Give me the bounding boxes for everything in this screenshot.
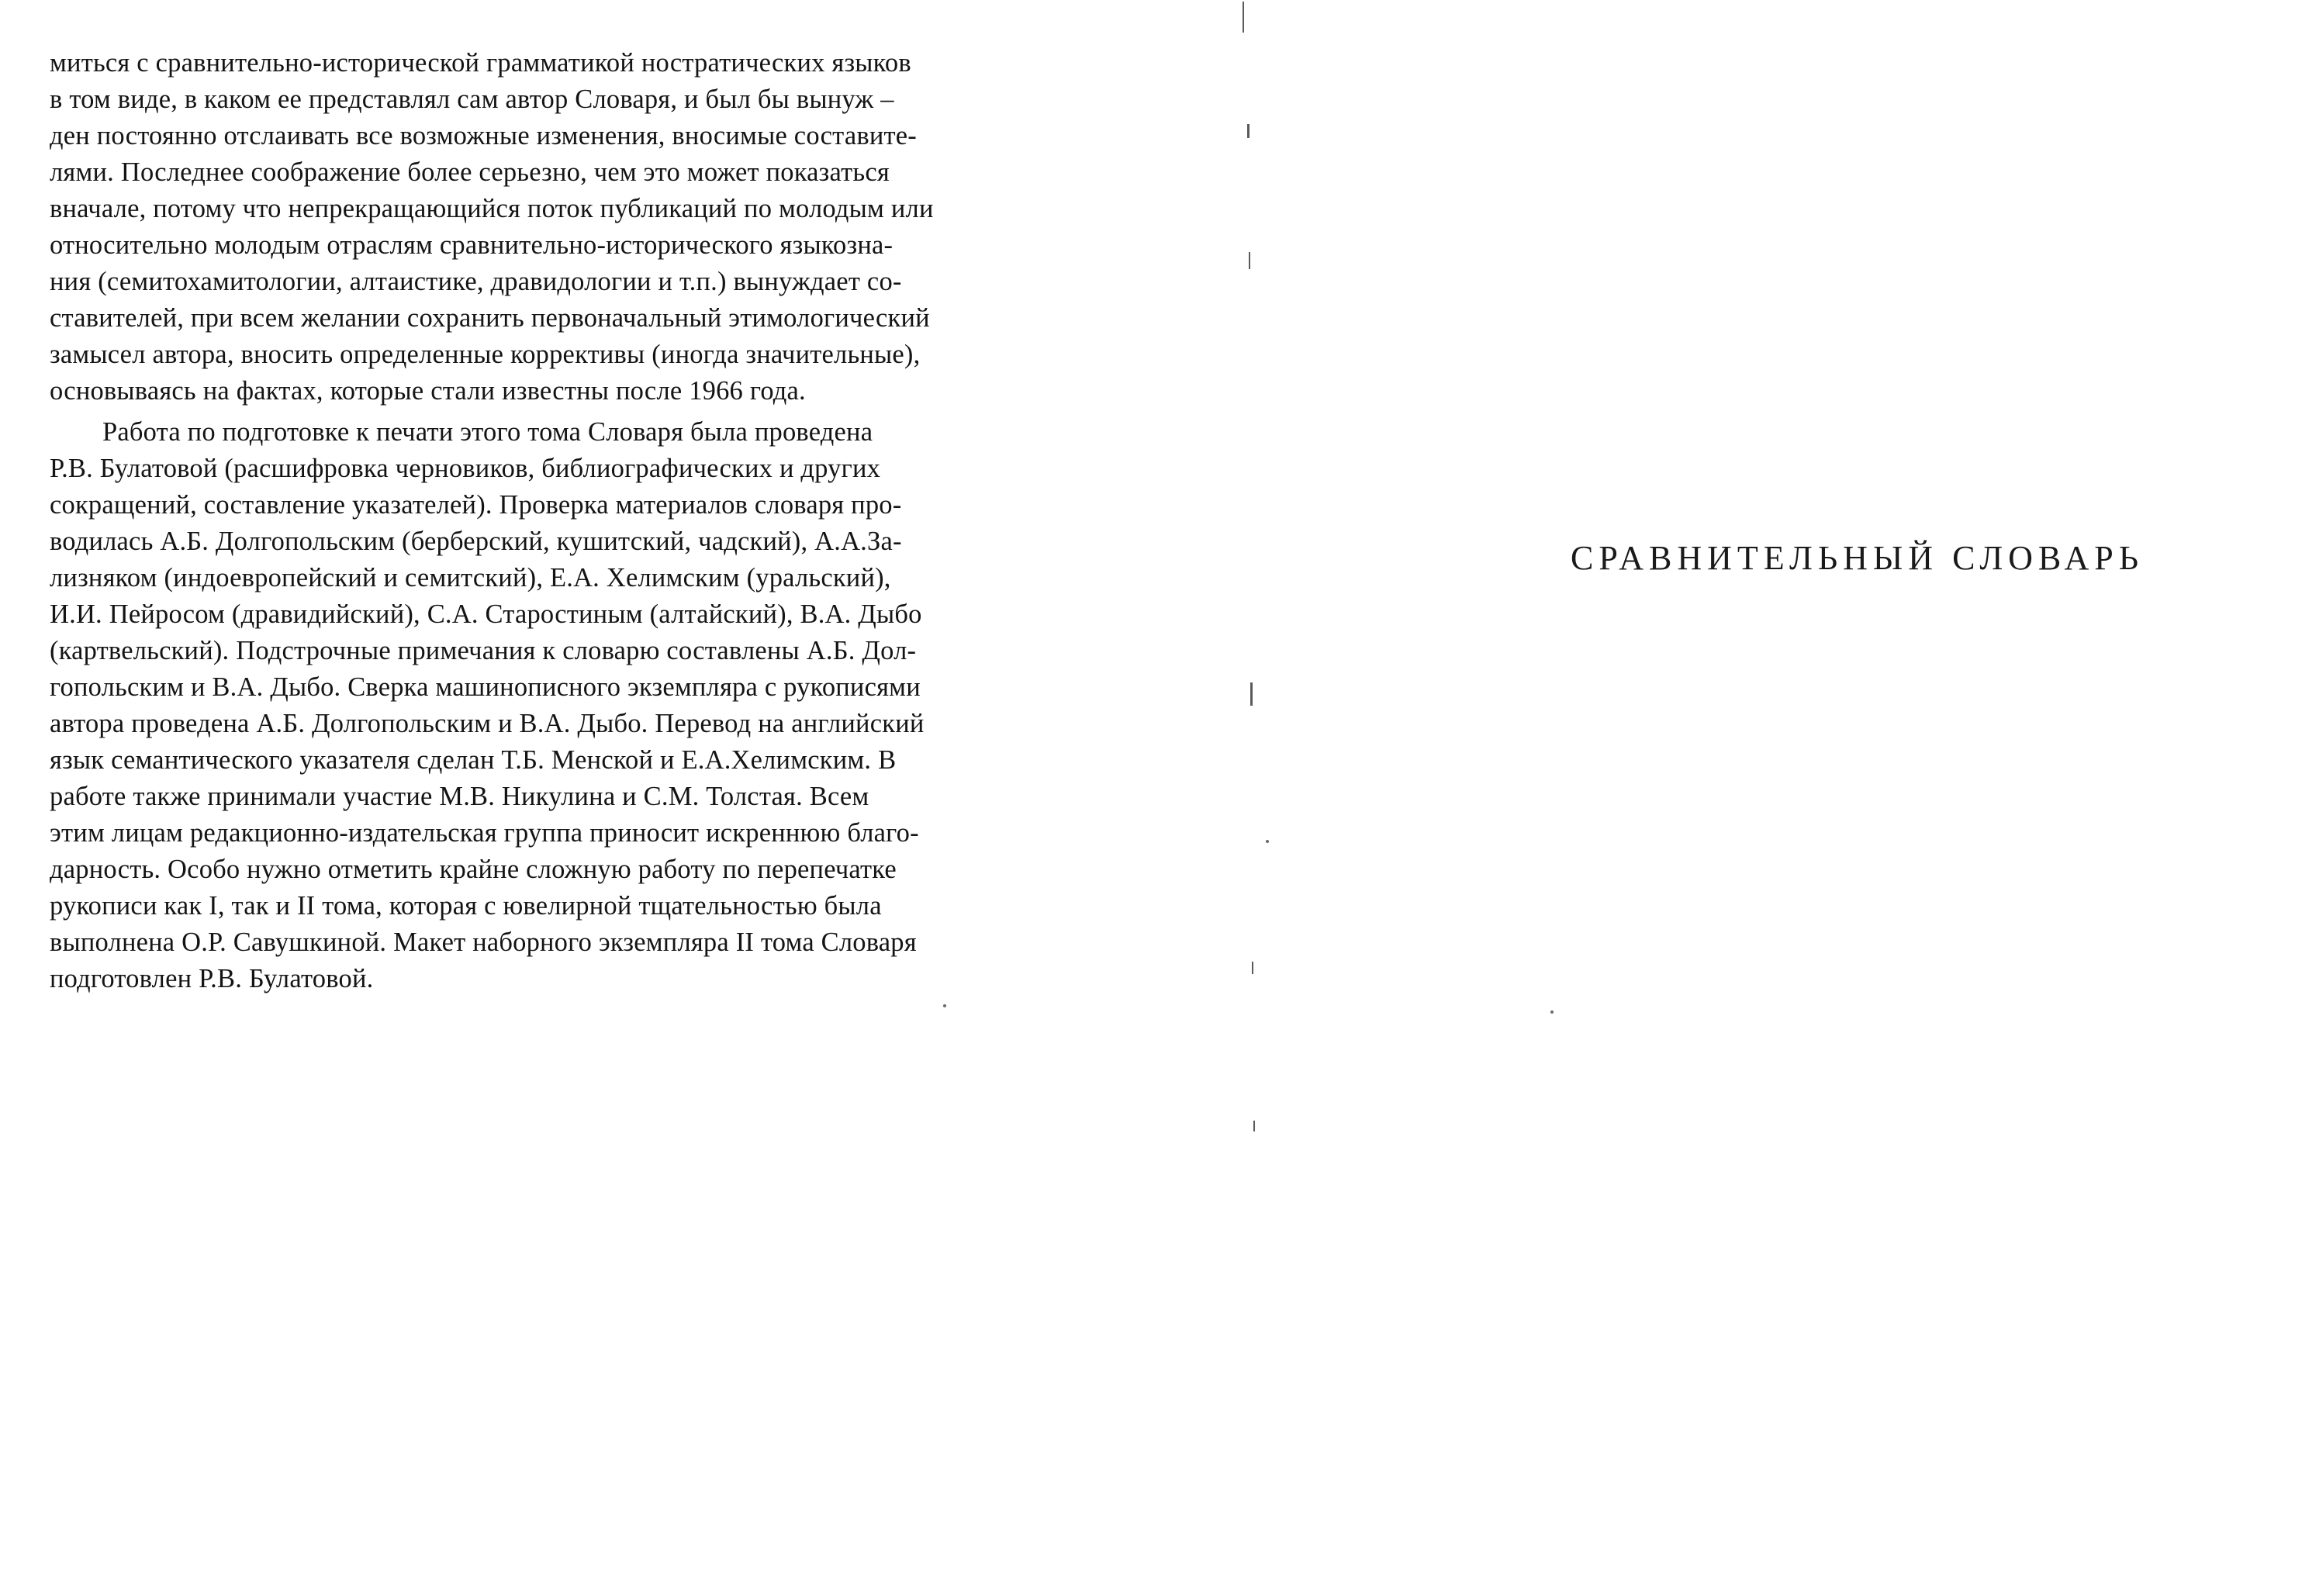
- text-line: гопольским и В.А. Дыбо. Сверка машинописного экземпляра с рукописями: [50, 672, 921, 702]
- text-line: Р.В. Булатовой (расшифровка черновиков, библиографических и других: [50, 454, 881, 483]
- text-line: дарность. Особо нужно отметить крайне сложную работу по перепечатке: [50, 855, 897, 884]
- preface-text: [50, 45, 1151, 997]
- text-line: автора проведена А.Б. Долгопольским и В.А. Дыбо. Перевод на английский: [50, 709, 925, 738]
- text-line: сокращений, составление указателей). Проверка материалов словаря про-: [50, 490, 902, 520]
- scan-speck: [943, 1004, 946, 1007]
- text-line: работе также принимали участие М.В. Никулина и С.М. Толстая. Всем: [50, 782, 869, 811]
- text-line: ставителей, при всем желании сохранить первоначальный этимологический: [50, 303, 930, 333]
- paragraph-2: [50, 414, 1151, 997]
- paragraph-1: [50, 45, 1151, 409]
- text-line: относительно молодым отраслям сравнительно-исторического языкозна-: [50, 230, 893, 260]
- text-line: язык семантического указателя сделан Т.Б. Менской и Е.А.Хелимским. В: [50, 745, 897, 775]
- text-line: этим лицам редакционно-издательская группа приносит искреннюю благо-: [50, 818, 919, 848]
- text-line: И.И. Пейросом (дравидийский), С.А. Старостиным (алтайский), В.А. Дыбо: [50, 599, 922, 629]
- text-line: лями. Последнее соображение более серьезно, чем это может показаться: [50, 157, 890, 187]
- text-line: в том виде, в каком ее представлял сам автор Словаря, и был бы вынуж –: [50, 85, 894, 114]
- text-line: Работа по подготовке к печати этого тома Словаря была проведена: [102, 417, 873, 447]
- text-line: замысел автора, вносить определенные коррективы (иногда значительные),: [50, 340, 921, 369]
- text-line: вначале, потому что непрекращающийся поток публикаций по молодым или: [50, 194, 934, 223]
- text-line: ден постоянно отслаивать все возможные изменения, вносимые составите-: [50, 121, 917, 150]
- text-line: лизняком (индоевропейский и семитский), Е.А. Хелимским (уральский),: [50, 563, 891, 592]
- right-page: [1241, 0, 2302, 1596]
- section-title: СРАВНИТЕЛЬНЫЙ СЛОВАРЬ: [1571, 539, 2145, 577]
- text-line: основываясь на фактах, которые стали известны после 1966 года.: [50, 376, 806, 406]
- text-line: (картвельский). Подстрочные примечания к словарю составлены А.Б. Дол-: [50, 636, 917, 665]
- text-line: подготовлен Р.В. Булатовой.: [50, 964, 374, 993]
- text-line: миться с сравнительно-исторической грамматикой ностратических языков: [50, 48, 911, 78]
- text-line: водилась А.Б. Долгопольским (берберский, кушитский, чадский), А.А.За-: [50, 527, 902, 556]
- text-line: рукописи как I, так и II тома, которая с ювелирной тщательностью была: [50, 891, 882, 921]
- text-line: ния (семитохамитологии, алтаистике, дравидологии и т.п.) вынуждает со-: [50, 267, 902, 296]
- text-line: выполнена О.Р. Савушкиной. Макет наборного экземпляра II тома Словаря: [50, 928, 917, 957]
